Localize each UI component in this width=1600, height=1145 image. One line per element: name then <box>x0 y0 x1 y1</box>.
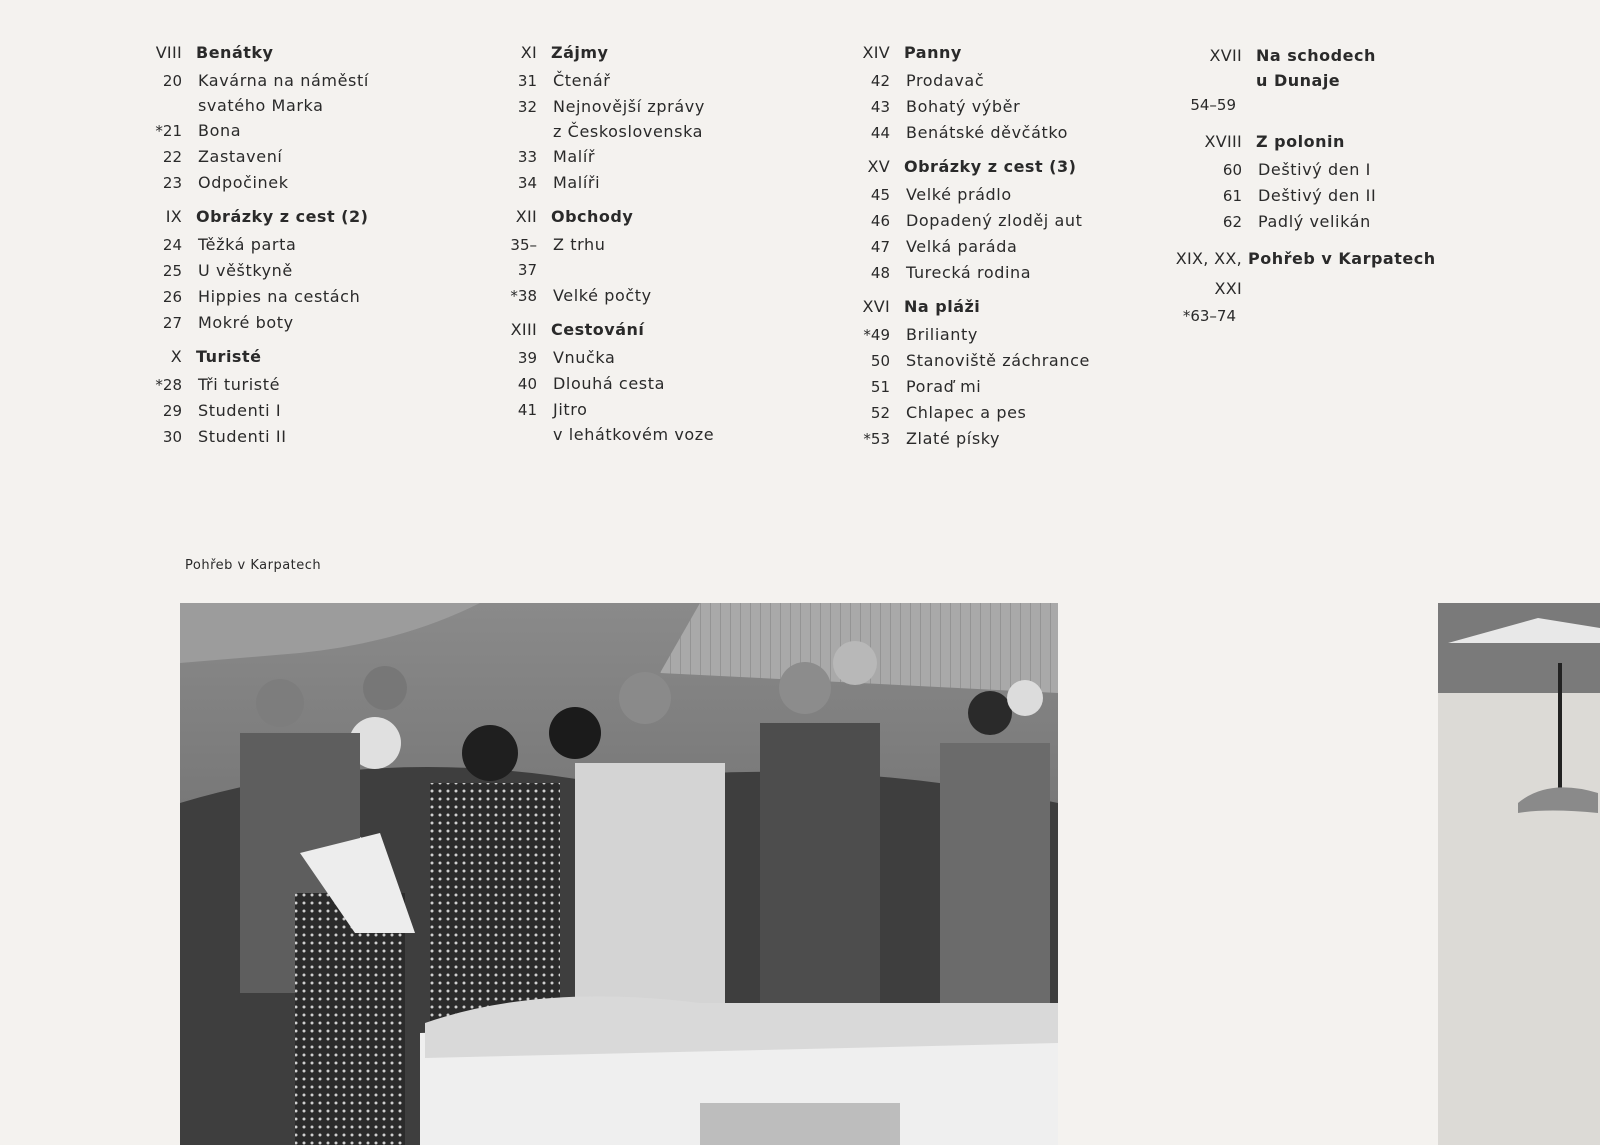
list-item <box>505 94 805 144</box>
item-number: *49 <box>863 326 890 344</box>
list-item <box>505 371 805 397</box>
list-item <box>505 144 805 170</box>
item-title: Turecká rodina <box>906 263 1032 282</box>
section-viii <box>150 38 470 196</box>
item-title <box>553 397 714 447</box>
item-title: Malíř <box>553 147 596 166</box>
item-number: 40 <box>517 375 537 393</box>
list-item <box>1150 183 1530 209</box>
section-x <box>150 342 470 450</box>
item-number: *53 <box>863 430 890 448</box>
section-number: XIV <box>862 43 890 62</box>
item-number: 42 <box>870 72 890 90</box>
list-item <box>150 284 470 310</box>
list-item <box>860 182 1160 208</box>
item-title: Těžká parta <box>198 235 297 254</box>
section-heading <box>150 202 470 232</box>
section-number: IX <box>165 207 182 226</box>
item-number: *63–74 <box>1182 307 1236 325</box>
item-number: 22 <box>162 148 182 166</box>
list-item <box>860 94 1160 120</box>
contents-column-4 <box>1150 38 1530 335</box>
list-item <box>1150 93 1530 118</box>
section-xi <box>505 38 805 196</box>
item-title-line: v lehátkovém voze <box>553 425 715 444</box>
section-xiii <box>505 315 805 447</box>
list-item <box>150 68 470 118</box>
item-number: 33 <box>517 148 537 166</box>
item-title: Chlapec a pes <box>906 403 1027 422</box>
section-number: XV <box>867 157 890 176</box>
list-item <box>860 374 1160 400</box>
contents-column-3 <box>860 38 1160 458</box>
item-title: Z trhu <box>553 235 606 254</box>
item-number: 45 <box>870 186 890 204</box>
list-item <box>860 120 1160 146</box>
section-xii <box>505 202 805 309</box>
item-number: 29 <box>162 402 182 420</box>
contents-column-1 <box>150 38 470 456</box>
list-item <box>860 426 1160 452</box>
section-heading <box>1150 241 1530 304</box>
item-title: Bohatý výběr <box>906 97 1021 116</box>
section-number: XVII <box>1209 46 1242 65</box>
list-item <box>150 118 470 144</box>
list-item <box>150 424 470 450</box>
item-number: 62 <box>1222 213 1242 231</box>
item-number: 44 <box>870 124 890 142</box>
list-item <box>505 232 805 283</box>
section-xvii <box>1150 38 1530 118</box>
item-number: 43 <box>870 98 890 116</box>
item-title: Studenti I <box>198 401 282 420</box>
section-number: XIII <box>510 320 537 339</box>
list-item <box>150 232 470 258</box>
section-heading <box>150 342 470 372</box>
section-title: Turisté <box>196 347 262 366</box>
item-number: 34 <box>517 174 537 192</box>
item-title: Malíři <box>553 173 601 192</box>
section-heading <box>505 315 805 345</box>
list-item <box>505 170 805 196</box>
section-heading <box>860 292 1160 322</box>
item-number: 32 <box>517 98 537 116</box>
list-item <box>1150 209 1530 235</box>
list-item <box>860 234 1160 260</box>
item-number: 25 <box>162 262 182 280</box>
item-title-line: svatého Marka <box>198 96 324 115</box>
section-xvi <box>860 292 1160 452</box>
section-title: Obrázky z cest (2) <box>196 207 369 226</box>
item-title-line: Kavárna na náměstí <box>198 71 369 90</box>
item-title: Padlý velikán <box>1258 212 1371 231</box>
item-title: Dopadený zloděj aut <box>906 211 1083 230</box>
item-title <box>198 68 369 118</box>
item-number: 20 <box>162 72 182 90</box>
section-title-line: Na schodech <box>1256 46 1376 65</box>
item-title: Deštivý den II <box>1258 186 1377 205</box>
list-item <box>150 170 470 196</box>
funeral-photo <box>180 603 1058 1145</box>
item-title: U věštkyně <box>198 261 293 280</box>
item-number: 31 <box>517 72 537 90</box>
section-title: Z polonin <box>1256 132 1345 151</box>
item-title: Poraď mi <box>906 377 982 396</box>
list-item <box>860 348 1160 374</box>
item-title-line: Nejnovější zprávy <box>553 97 705 116</box>
item-number: 61 <box>1222 187 1242 205</box>
list-item <box>150 310 470 336</box>
item-title: Čtenář <box>553 71 611 90</box>
item-title: Velké prádlo <box>906 185 1012 204</box>
section-number: XI <box>520 43 537 62</box>
item-number: 26 <box>162 288 182 306</box>
section-title: Cestování <box>551 320 645 339</box>
item-title-line: z Československa <box>553 122 704 141</box>
item-title <box>553 94 705 144</box>
section-xiv <box>860 38 1160 146</box>
item-title: Deštivý den I <box>1258 160 1371 179</box>
item-title: Odpočinek <box>198 173 289 192</box>
section-heading <box>505 202 805 232</box>
section-number: XII <box>515 207 537 226</box>
item-number: 24 <box>162 236 182 254</box>
photo-caption: Pohřeb v Karpatech <box>185 558 322 573</box>
item-title: Mokré boty <box>198 313 294 332</box>
item-number: 48 <box>870 264 890 282</box>
list-item <box>860 208 1160 234</box>
section-heading <box>1150 124 1530 157</box>
item-title: Benátské děvčátko <box>906 123 1069 142</box>
item-title: Tři turisté <box>198 375 281 394</box>
section-heading <box>505 38 805 68</box>
item-number: 39 <box>517 349 537 367</box>
list-item <box>860 400 1160 426</box>
list-item <box>505 345 805 371</box>
section-heading <box>860 38 1160 68</box>
item-number: 52 <box>870 404 890 422</box>
funeral-photo-graphic <box>180 603 1058 1145</box>
section-number: XIX, XX, XXI <box>1175 249 1242 298</box>
item-title: Velká paráda <box>906 237 1018 256</box>
item-title: Bona <box>198 121 242 140</box>
item-number: 41 <box>517 401 537 419</box>
item-number: *38 <box>510 287 537 305</box>
item-number: 47 <box>870 238 890 256</box>
section-heading <box>1150 38 1530 93</box>
item-number: *21 <box>155 122 182 140</box>
section-title: Obchody <box>551 207 634 226</box>
item-number: 50 <box>870 352 890 370</box>
item-title: Stanoviště záchrance <box>906 351 1090 370</box>
section-number: XVI <box>862 297 890 316</box>
beach-photo-graphic <box>1438 603 1600 1145</box>
item-title: Prodavač <box>906 71 985 90</box>
item-title: Zastavení <box>198 147 283 166</box>
section-title-line: u Dunaje <box>1256 71 1341 90</box>
contents-column-2 <box>505 38 805 453</box>
item-number: 30 <box>162 428 182 446</box>
list-item <box>505 397 805 447</box>
section-title: Zájmy <box>551 43 609 62</box>
list-item <box>150 372 470 398</box>
list-item <box>1150 157 1530 183</box>
section-xviii <box>1150 124 1530 235</box>
item-title: Vnučka <box>553 348 616 367</box>
item-title: Zlaté písky <box>906 429 1001 448</box>
list-item <box>1150 304 1530 329</box>
item-title: Studenti II <box>198 427 287 446</box>
list-item <box>860 68 1160 94</box>
section-number: VIII <box>155 43 182 62</box>
item-title: Velké počty <box>553 286 652 305</box>
item-number: 27 <box>162 314 182 332</box>
section-title: Obrázky z cest (3) <box>904 157 1077 176</box>
section-title <box>1256 43 1376 93</box>
item-number: 23 <box>162 174 182 192</box>
list-item <box>150 144 470 170</box>
section-title: Panny <box>904 43 962 62</box>
section-xv <box>860 152 1160 286</box>
section-heading <box>860 152 1160 182</box>
item-title: Dlouhá cesta <box>553 374 665 393</box>
section-title: Na pláži <box>904 297 981 316</box>
list-item <box>860 322 1160 348</box>
item-title-line: Jitro <box>553 400 588 419</box>
section-title: Benátky <box>196 43 274 62</box>
item-number: 35–37 <box>510 236 537 279</box>
item-title: Hippies na cestách <box>198 287 361 306</box>
section-number: X <box>170 347 182 366</box>
section-title: Pohřeb v Karpatech <box>1248 249 1436 268</box>
list-item <box>505 283 805 309</box>
beach-photo <box>1438 603 1600 1145</box>
list-item <box>150 398 470 424</box>
item-number: 46 <box>870 212 890 230</box>
item-number: 54–59 <box>1190 96 1236 114</box>
item-number: 51 <box>870 378 890 396</box>
section-ix <box>150 202 470 336</box>
item-number: *28 <box>155 376 182 394</box>
section-heading <box>150 38 470 68</box>
item-title: Brilianty <box>906 325 978 344</box>
section-number: XVIII <box>1204 132 1242 151</box>
item-number: 60 <box>1222 161 1242 179</box>
list-item <box>150 258 470 284</box>
list-item <box>505 68 805 94</box>
section-xix-xxi <box>1150 241 1530 329</box>
list-item <box>860 260 1160 286</box>
